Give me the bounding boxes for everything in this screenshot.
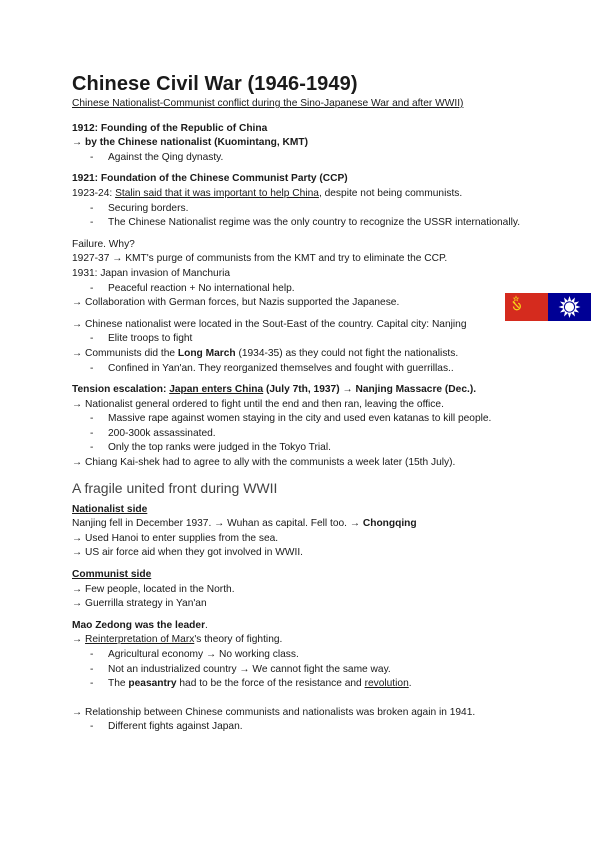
line-hanoi: → Used Hanoi to enter supplies from the sea. bbox=[72, 532, 279, 544]
list-item: - Against the Qing dynasty. bbox=[72, 151, 527, 166]
list-1921 bbox=[72, 202, 527, 231]
list-item: - Only the top ranks were judged in the Tokyo Trial. bbox=[72, 441, 527, 456]
line-nationalist-location: → Chinese nationalist were located in the Sout-East of the country. Capital city: Nanjing bbox=[72, 318, 467, 330]
line-guerrilla: → Guerrilla strategy in Yan'an bbox=[72, 598, 207, 610]
line-1931: 1931: Japan invasion of Manchuria bbox=[72, 267, 231, 279]
line-broken-1941: → Relationship between Chinese communists and nationalists was broken again in 1941. bbox=[72, 706, 476, 718]
line-chiang: → Chiang Kai-shek had to agree to ally with the communists a week later (15th July). bbox=[72, 457, 456, 469]
line-few-people: → Few people, located in the North. bbox=[72, 583, 235, 595]
list-item: - The Chinese Nationalist regime was the only country to recognize the USSR internationally. bbox=[72, 216, 527, 231]
heading-mao: Mao Zedong was the leader. bbox=[72, 619, 208, 631]
line-purge: 1927-37 → KMT's purge of communists from the KMT and try to eliminate the CCP. bbox=[72, 253, 448, 265]
list-item: - Agricultural economy → No working class. bbox=[72, 648, 527, 663]
heading-nationalist: Nationalist side bbox=[72, 503, 148, 515]
roc-flag-icon bbox=[548, 293, 591, 321]
list-item: - Different fights against Japan. bbox=[72, 720, 527, 735]
list-item: - The peasantry had to be the force of the resistance and revolution. bbox=[72, 677, 527, 692]
heading-1921: 1921: Foundation of the Chinese Communist Party (CCP) bbox=[72, 173, 348, 185]
list-1912 bbox=[72, 151, 527, 166]
page-subtitle: Chinese Nationalist-Communist conflict during the Sino-Japanese War and after WWII) bbox=[72, 98, 464, 109]
list-item: - Not an industrialized country → We cannot fight the same way. bbox=[72, 663, 527, 678]
line-general: → Nationalist general ordered to fight until the end and then ran, leaving the office. bbox=[72, 398, 444, 410]
line-collaboration: → Collaboration with German forces, but Nazis supported the Japanese. bbox=[72, 297, 400, 309]
list-item: - Peaceful reaction + No international help. bbox=[72, 282, 527, 297]
line-nanjing-fell: Nanjing fell in December 1937. → Wuhan as capital. Fell too. → Chongqing bbox=[72, 518, 417, 530]
list-item: - Massive rape against women staying in the city and used even katanas to kill people. bbox=[72, 412, 527, 427]
line-failure: Failure. Why? bbox=[72, 238, 135, 250]
list-elite bbox=[72, 332, 527, 347]
list-mao bbox=[72, 648, 527, 692]
section-title-united-front: A fragile united front during WWII bbox=[72, 479, 278, 496]
stalin-link[interactable]: Stalin said that it was important to help China bbox=[115, 187, 319, 199]
heading-1912: 1912: Founding of the Republic of China bbox=[72, 122, 268, 134]
ussr-flag-icon bbox=[505, 293, 548, 321]
heading-tension: Tension escalation: Japan enters China (July 7th, 1937) → Nanjing Massacre (Dec.). bbox=[72, 384, 477, 396]
japan-enters-link[interactable]: Japan enters China bbox=[169, 384, 264, 396]
list-final bbox=[72, 720, 527, 735]
line-1923: 1923-24: Stalin said that it was important to help China, despite not being communists. bbox=[72, 187, 463, 199]
list-item: - 200-300k assassinated. bbox=[72, 427, 527, 442]
flags-image bbox=[505, 293, 591, 321]
revolution-link[interactable]: revolution bbox=[364, 678, 409, 690]
line-marx: → Reinterpretation of Marx's theory of fighting. bbox=[72, 634, 283, 646]
heading-communist: Communist side bbox=[72, 569, 152, 581]
list-yanan bbox=[72, 362, 527, 377]
list-massacre bbox=[72, 412, 527, 456]
line-us-aid: → US air force aid when they got involved in WWII. bbox=[72, 547, 304, 559]
list-item: - Confined in Yan'an. They reorganized themselves and fought with guerrillas.. bbox=[72, 362, 527, 377]
list-item: - Securing borders. bbox=[72, 202, 527, 217]
list-item: - Elite troops to fight bbox=[72, 332, 527, 347]
page-title: Chinese Civil War (1946-1949) bbox=[72, 73, 358, 95]
line-kmt: → by the Chinese nationalist (Kuomintang, KMT) bbox=[72, 137, 309, 149]
document-body bbox=[72, 71, 527, 735]
line-long-march: → Communists did the Long March (1934-35) as they could not fight the nationalists. bbox=[72, 347, 459, 359]
list-1931 bbox=[72, 282, 527, 297]
marx-link[interactable]: Reinterpretation of Marx bbox=[85, 634, 195, 646]
